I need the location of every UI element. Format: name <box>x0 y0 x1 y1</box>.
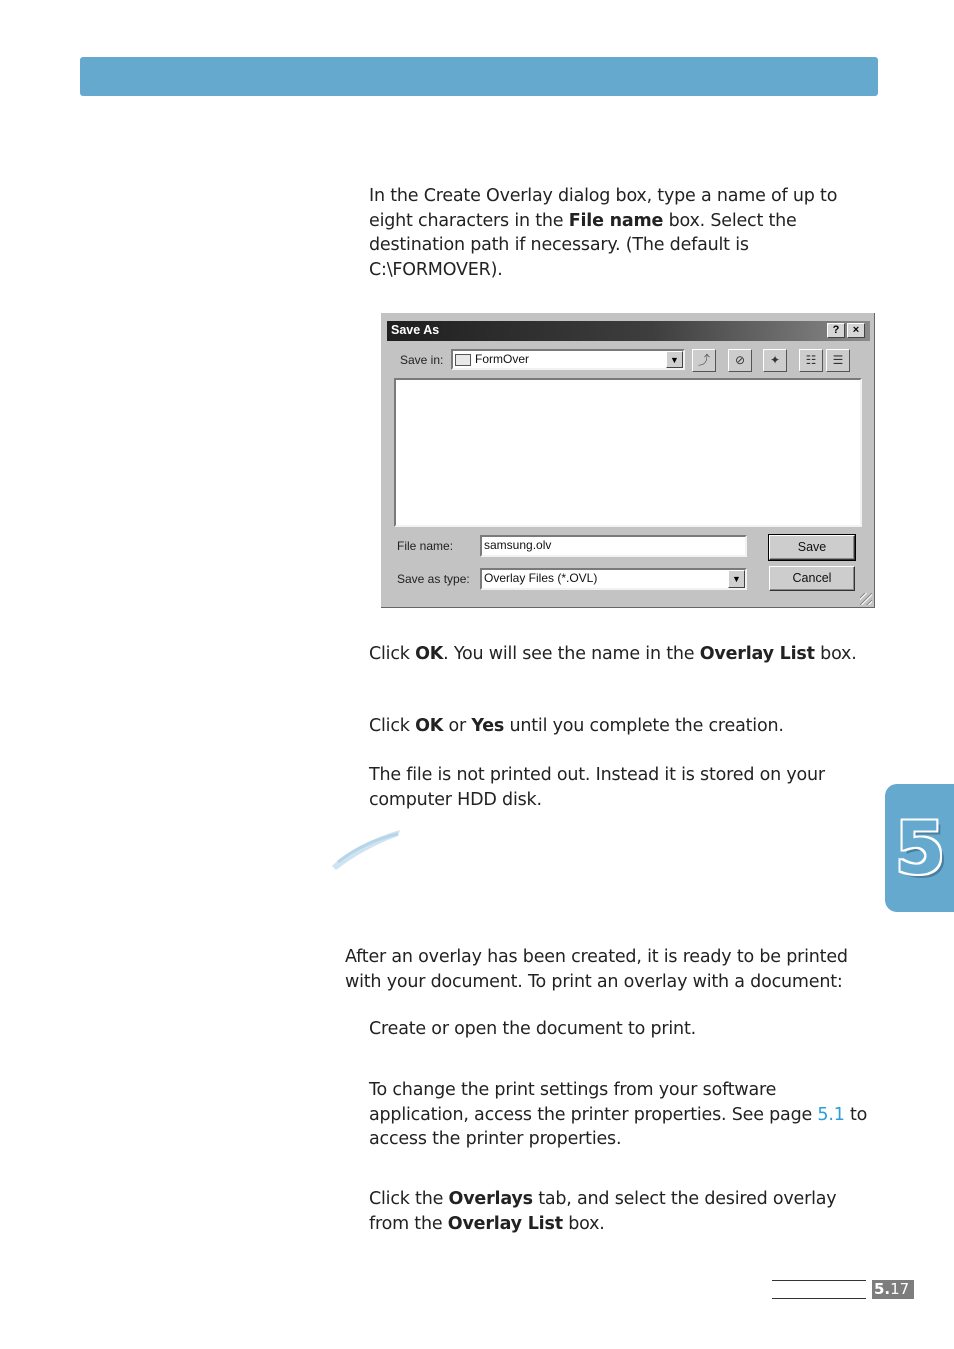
details-view-icon[interactable]: ☰ <box>826 349 850 372</box>
yes-term: Yes <box>471 716 505 736</box>
header-bar <box>80 57 878 96</box>
step3-text-end: until you complete the creation. <box>504 716 784 736</box>
file-name-value: samsung.olv <box>484 538 552 552</box>
step3-text-cont: or <box>443 716 472 736</box>
step2-text-cont: . You will see the name in the <box>443 644 700 664</box>
file-list[interactable] <box>394 378 862 527</box>
overlay-list-term: Overlay List <box>447 1213 563 1234</box>
brush-stroke-icon <box>328 826 404 872</box>
close-button[interactable]: × <box>847 323 865 338</box>
page-link[interactable]: 5.1 <box>817 1104 845 1125</box>
print-step2-text-cont: to access the printer properties. <box>369 1104 868 1149</box>
chevron-down-icon[interactable]: ▼ <box>666 351 683 368</box>
print-step3-text-end: box. <box>562 1213 605 1234</box>
step2-text: Click <box>369 644 416 664</box>
file-name-term: File name <box>568 210 664 231</box>
overlay-list-term: Overlay List <box>699 644 815 664</box>
step2-text-end: box. <box>814 644 857 664</box>
file-name-label: File name: <box>397 539 454 553</box>
save-in-combo[interactable] <box>451 349 685 370</box>
print-step3-paragraph <box>369 1187 879 1236</box>
save-type-value: Overlay Files (*.OVL) <box>484 571 598 585</box>
overlays-term: Overlays <box>448 1189 533 1209</box>
ok-term: OK <box>415 716 444 736</box>
dialog-title: Save As <box>391 323 440 337</box>
page-rule-bottom <box>772 1298 866 1299</box>
page-rule-top <box>772 1280 866 1281</box>
folder-icon <box>455 354 471 366</box>
step3-paragraph <box>369 714 869 739</box>
step3-text: Click <box>369 716 416 736</box>
save-type-label: Save as type: <box>397 572 470 586</box>
note-paragraph: The file is not printed out. Instead it is stored on your computer HDD disk. <box>369 765 825 810</box>
step1-text: In the Create Overlay dialog box, type a name of up to eight characters in the <box>369 186 838 231</box>
ok-term: OK <box>415 644 444 664</box>
list-view-icon[interactable]: ☷ <box>799 349 823 372</box>
desktop-icon[interactable]: ⊘ <box>728 349 752 372</box>
print-step2-paragraph <box>369 1078 879 1152</box>
step1-paragraph <box>369 184 849 282</box>
chapter-number: 5 <box>895 806 946 890</box>
chevron-down-icon[interactable]: ▼ <box>728 570 745 588</box>
page-number <box>872 1280 914 1299</box>
save-type-select[interactable] <box>480 568 747 590</box>
file-name-input[interactable] <box>480 535 747 557</box>
step2-paragraph <box>369 642 869 667</box>
cancel-button[interactable]: Cancel <box>769 566 855 591</box>
chapter-tab <box>885 784 954 912</box>
print-step1-paragraph: Create or open the document to print. <box>369 1019 696 1039</box>
resize-grip[interactable] <box>860 593 872 605</box>
dialog-titlebar <box>387 321 870 341</box>
print-step3-text: Click the <box>369 1189 449 1209</box>
help-button[interactable]: ? <box>827 323 845 338</box>
step1-text-cont: box. Select the destination path if necessary. (The default is C:\FORMOVER). <box>369 210 797 280</box>
intro-paragraph: After an overlay has been created, it is ready to be printed with your document. To print an overlay with a document: <box>345 947 848 992</box>
new-folder-icon[interactable]: ✦ <box>763 349 787 372</box>
save-as-dialog <box>380 312 876 609</box>
print-step3-text-cont: tab, and select the desired overlay from the <box>369 1189 837 1234</box>
save-button[interactable]: Save <box>769 535 855 560</box>
print-step2-text: To change the print settings from your software application, access the printer properties. See page <box>369 1080 818 1125</box>
save-in-value: FormOver <box>475 352 529 366</box>
page-index: 17 <box>890 1280 910 1298</box>
page-chapter: 5. <box>874 1280 891 1298</box>
save-in-label: Save in: <box>400 353 444 367</box>
up-folder-icon[interactable]: ⤴ <box>692 349 716 372</box>
